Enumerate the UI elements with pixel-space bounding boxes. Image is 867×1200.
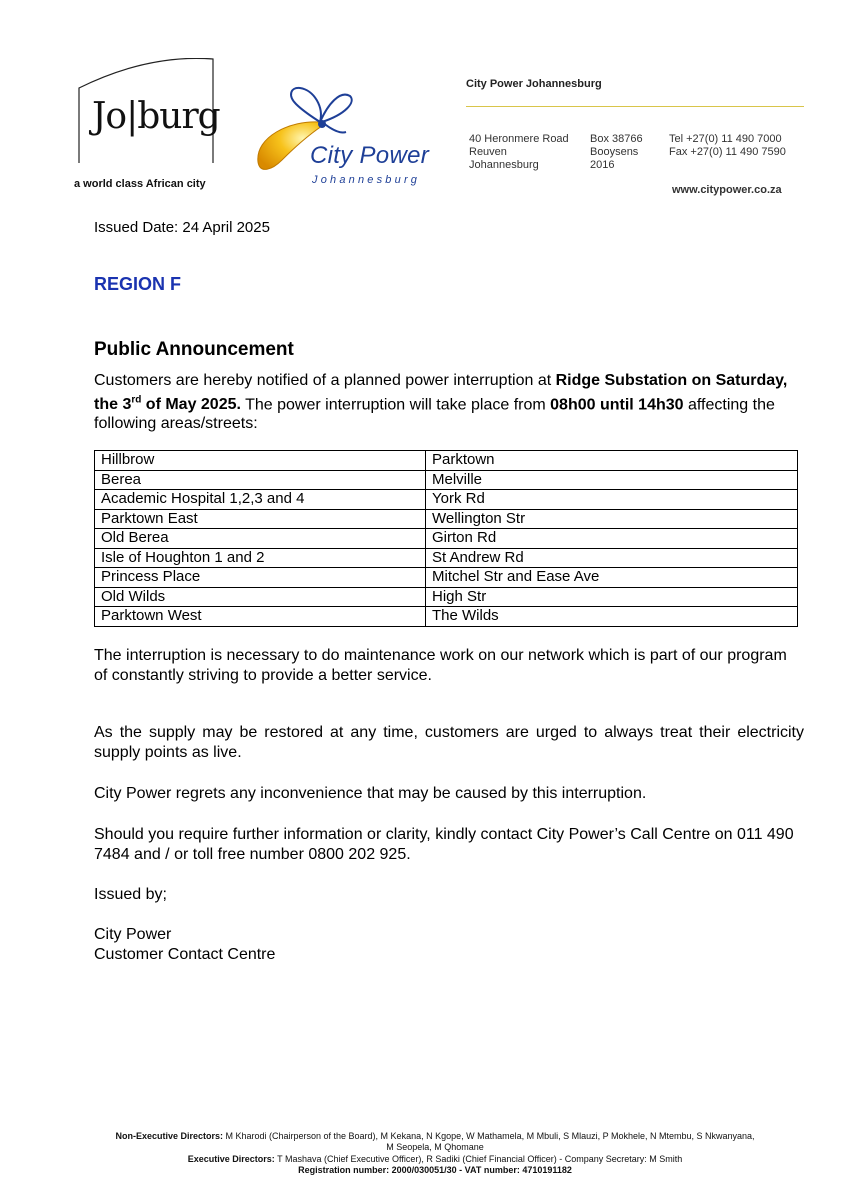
- table-row: [95, 568, 798, 588]
- address-line: Reuven: [469, 146, 507, 158]
- postal-address: [590, 133, 643, 172]
- area-cell: Mitchel Str and Ease Ave: [426, 568, 798, 588]
- area-cell: Berea: [95, 470, 426, 490]
- region-title: REGION F: [94, 274, 182, 294]
- area-cell: Girton Rd: [426, 529, 798, 549]
- joburg-wordmark: Jo|burg: [92, 96, 220, 137]
- executive-directors: Executive Directors: T Mashava (Chief Executive Officer), R Sadiki (Chief Financial Officer) - Company Secretary: M Smith: [187, 1153, 683, 1164]
- table-row: [95, 529, 798, 549]
- area-cell: Parktown West: [95, 607, 426, 627]
- area-cell: The Wilds: [426, 607, 798, 627]
- city-power-logo: [250, 82, 450, 192]
- table-row: [95, 548, 798, 568]
- registration-details: Registration number: 2000/030051/30 - VAT number: 4710191182: [298, 1165, 572, 1176]
- table-row: [95, 509, 798, 529]
- area-cell: York Rd: [426, 490, 798, 510]
- issued-by-label: Issued by;: [94, 886, 167, 903]
- area-cell: Wellington Str: [426, 509, 798, 529]
- city-power-wordmark: City Power: [310, 142, 430, 169]
- non-executive-directors: Non-Executive Directors: M Kharodi (Chairperson of the Board), M Kekana, N Kgope, W Mathamela, M Mbuli, S Mlauzi, P Mokhele, N Mtembu, S Nkwanyana,: [115, 1131, 755, 1141]
- issued-date: Issued Date: 24 April 2025: [94, 219, 270, 236]
- area-cell: Old Berea: [95, 529, 426, 549]
- table-row: [95, 470, 798, 490]
- area-cell: Old Wilds: [95, 587, 426, 607]
- substation-date: Ridge Substation on Saturday, the 3rd of May 2025.: [94, 372, 788, 413]
- header-divider: [466, 106, 804, 107]
- time-window: 08h00 until 14h30: [550, 395, 684, 413]
- intro-text: The power interruption will take place from: [240, 395, 551, 413]
- area-cell: Parktown: [426, 451, 798, 471]
- intro-text: Customers are hereby notified of a planned power interruption at: [94, 372, 556, 389]
- signoff-department: Customer Contact Centre: [94, 946, 276, 963]
- area-cell: Isle of Houghton 1 and 2: [95, 548, 426, 568]
- joburg-logo: [78, 58, 220, 164]
- signoff-organization: City Power: [94, 926, 172, 943]
- table-row: [95, 587, 798, 607]
- area-cell: St Andrew Rd: [426, 548, 798, 568]
- postal-line: 2016: [590, 159, 615, 171]
- safety-paragraph: As the supply may be restored at any time, customers are urged to always treat their electricity supply points as live.: [94, 724, 804, 761]
- area-cell: Academic Hospital 1,2,3 and 4: [95, 490, 426, 510]
- fax: Fax +27(0) 11 490 7590: [669, 146, 786, 158]
- intro-paragraph: [94, 371, 804, 434]
- reason-paragraph: The interruption is necessary to do maintenance work on our network which is part of our program of constantly striving to provide a better service.: [94, 647, 787, 684]
- table-row: [95, 490, 798, 510]
- address-line: Johannesburg: [469, 159, 539, 171]
- joburg-tagline: a world class African city: [74, 178, 206, 190]
- area-cell: Melville: [426, 470, 798, 490]
- area-cell: Parktown East: [95, 509, 426, 529]
- table-row: [95, 607, 798, 627]
- city-power-subtitle: Johannesburg: [312, 174, 421, 186]
- contact-paragraph: Should you require further information or clarity, kindly contact City Power’s Call Centre on 011 490 7484 and / or toll free number 0800 202 925.: [94, 826, 794, 863]
- non-executive-directors-continued: M Seopela, M Qhomane: [386, 1142, 484, 1153]
- website-link[interactable]: www.citypower.co.za: [672, 184, 782, 196]
- company-name: City Power Johannesburg: [466, 78, 602, 90]
- area-cell: High Str: [426, 587, 798, 607]
- affected-areas-table: [94, 450, 798, 627]
- directors-footer: [40, 1131, 830, 1177]
- postal-line: Box 38766: [590, 133, 643, 145]
- announcement-heading: Public Announcement: [94, 339, 294, 360]
- table-row: [95, 451, 798, 471]
- apology-paragraph: City Power regrets any inconvenience that may be caused by this interruption.: [94, 785, 647, 802]
- intro-text: affecting the following areas/streets:: [94, 395, 775, 433]
- phone-contacts: [669, 133, 786, 159]
- area-cell: Hillbrow: [95, 451, 426, 471]
- area-cell: Princess Place: [95, 568, 426, 588]
- street-address: [469, 133, 569, 172]
- address-line: 40 Heronmere Road: [469, 133, 569, 145]
- postal-line: Booysens: [590, 146, 639, 158]
- telephone: Tel +27(0) 11 490 7000: [669, 133, 782, 145]
